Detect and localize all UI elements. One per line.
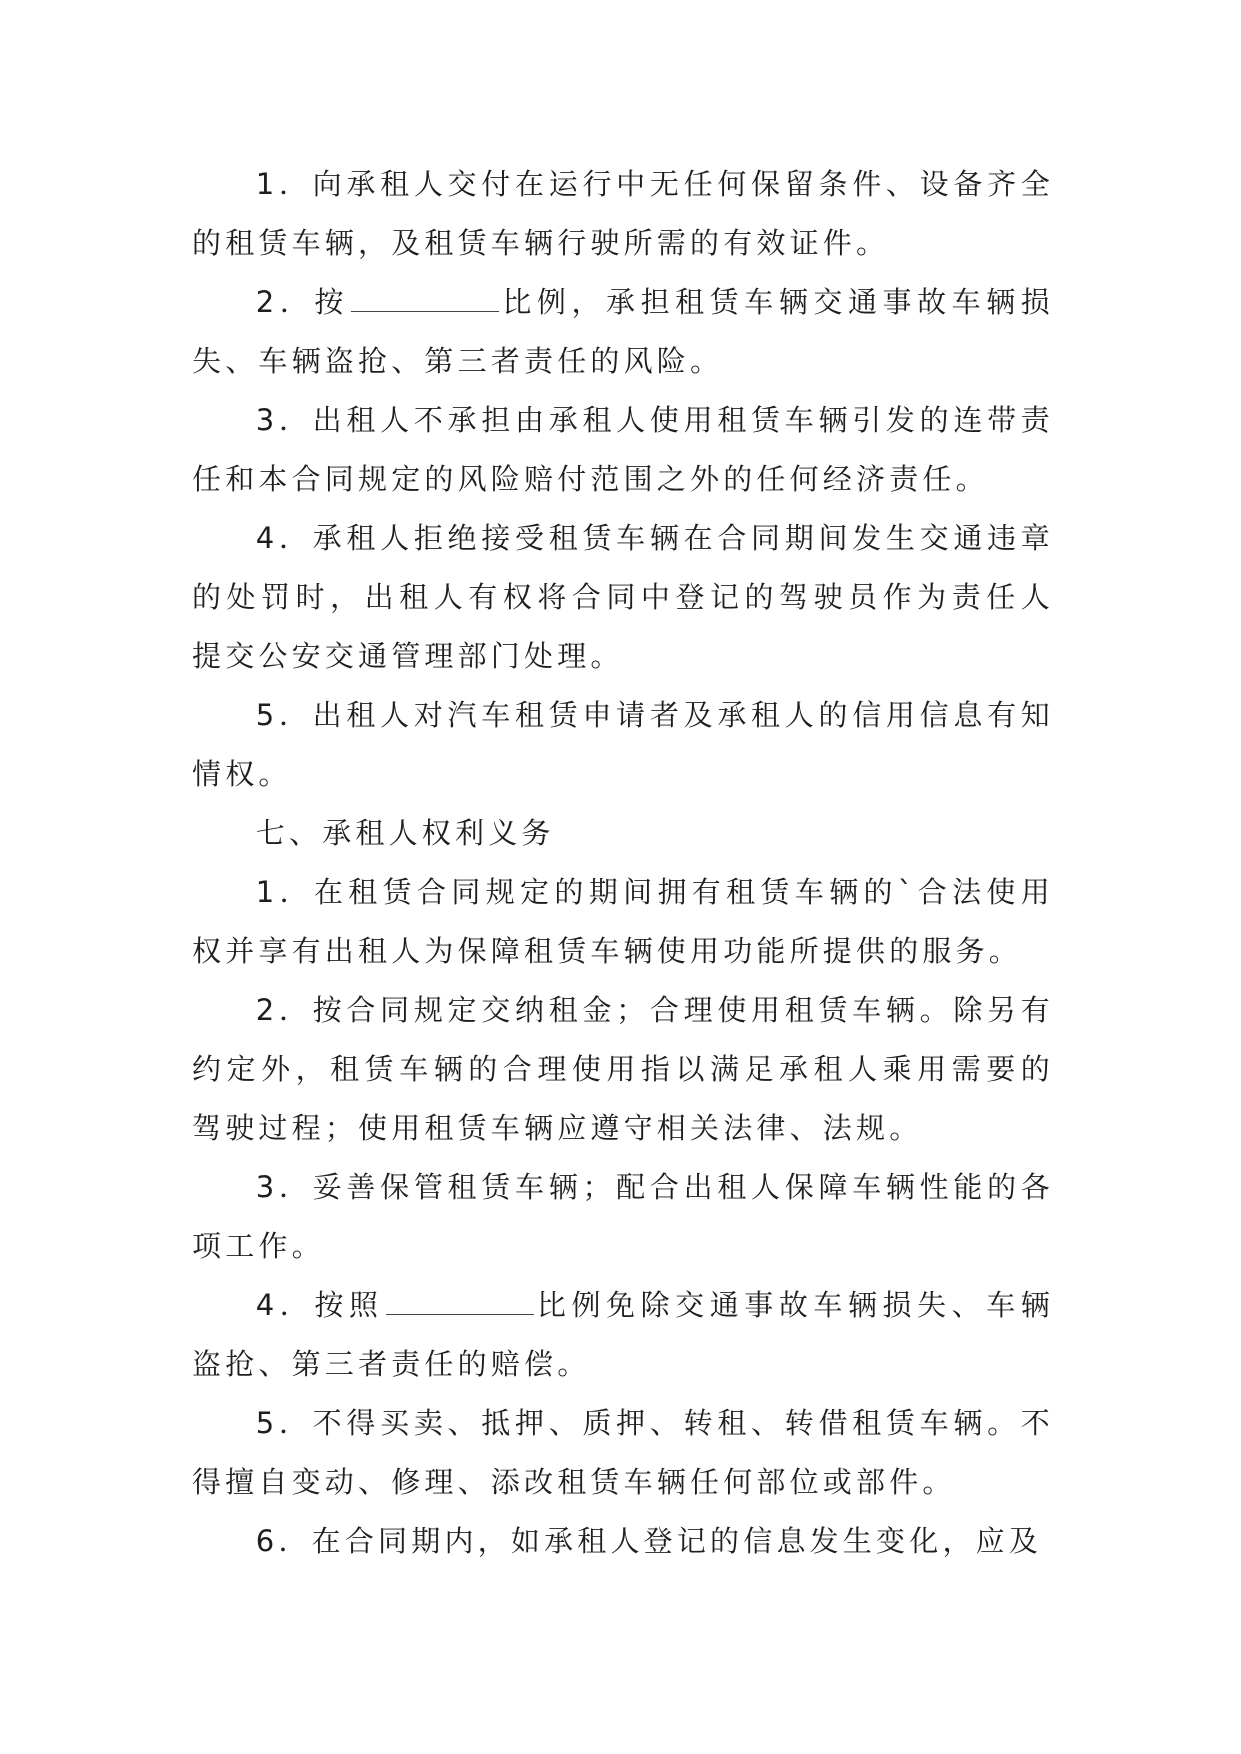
paragraph-lessee-right-6 [192,1512,1054,1571]
fill-in-blank-line[interactable] [386,1284,534,1315]
document-body [192,155,1054,1571]
paragraph-lessor-duty-3 [192,391,1054,509]
fill-in-blank-line[interactable] [351,281,499,312]
paragraph-text: 5．出租人对汽车租赁申请者及承租人的信用信息有知情权。 [192,698,1054,791]
paragraph-lessor-duty-2 [192,273,1054,391]
paragraph-text: 3．妥善保管租赁车辆；配合出租人保障车辆性能的各项工作。 [192,1170,1054,1263]
paragraph-text: 3．出租人不承担由承租人使用租赁车辆引发的连带责任和本合同规定的风险赔付范围之外的任何经济责任。 [192,403,1054,496]
paragraph-text: 4．按照 [255,1288,384,1322]
paragraph-text: 1．在租赁合同规定的期间拥有租赁车辆的`合法使用权并享有出租人为保障租赁车辆使用功能所提供的服务。 [192,875,1054,968]
paragraph-lessee-right-4 [192,1276,1054,1394]
paragraph-text: 2．按合同规定交纳租金；合理使用租赁车辆。除另有约定外，租赁车辆的合理使用指以满足承租人乘用需要的驾驶过程；使用租赁车辆应遵守相关法律、法规。 [192,993,1054,1145]
paragraph-lessor-duty-5 [192,686,1054,804]
paragraph-lessee-right-3 [192,1158,1054,1276]
paragraph-text: 2．按 [255,285,349,319]
paragraph-text: 4．承租人拒绝接受租赁车辆在合同期间发生交通违章的处罚时，出租人有权将合同中登记的驾驶员作为责任人提交公安交通管理部门处理。 [192,521,1054,673]
paragraph-lessor-duty-4 [192,509,1054,686]
paragraph-lessee-right-5 [192,1394,1054,1512]
section-heading-lessee-rights [192,804,1054,863]
paragraph-text: 比例免除交通事故车辆损失、车辆盗抢、第三者责任的赔偿。 [192,1288,1054,1381]
section-heading-text: 七、承租人权利义务 [255,816,555,850]
paragraph-lessor-duty-1 [192,155,1054,273]
paragraph-text: 1．向承租人交付在运行中无任何保留条件、设备齐全的租赁车辆，及租赁车辆行驶所需的有效证件。 [192,167,1054,260]
paragraph-lessee-right-1 [192,863,1054,981]
paragraph-text: 6．在合同期内，如承租人登记的信息发生变化，应及 [255,1524,1043,1558]
paragraph-text: 5．不得买卖、抵押、质押、转租、转借租赁车辆。不得擅自变动、修理、添改租赁车辆任何部位或部件。 [192,1406,1054,1499]
paragraph-text: 比例，承担租赁车辆交通事故车辆损失、车辆盗抢、第三者责任的风险。 [192,285,1054,378]
paragraph-lessee-right-2 [192,981,1054,1158]
